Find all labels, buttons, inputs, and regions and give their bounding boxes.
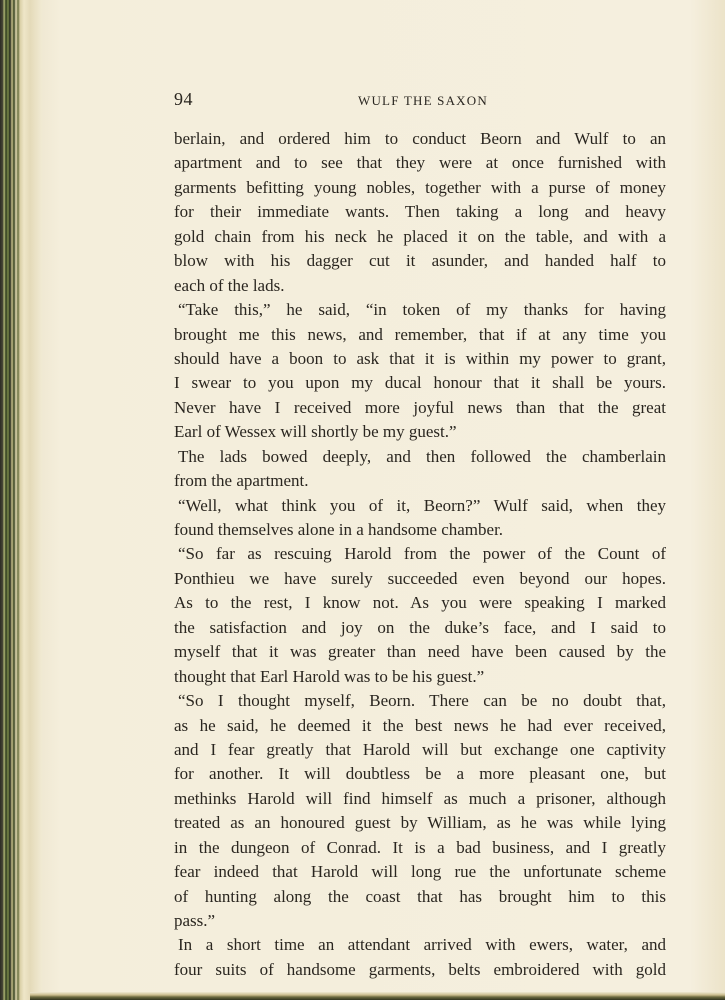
text-line: “So I thought myself, Beorn. There can be no doubt that, — [178, 691, 666, 711]
text-line: garments befitting young nobles, together with a purse of money — [174, 177, 666, 197]
text-line: treated as an honoured guest by William, as he was while lying — [174, 813, 666, 833]
body-text — [174, 127, 666, 982]
text-line: “Well, what think you of it, Beorn?” Wulf said, when they — [178, 495, 666, 515]
text-line: thought that Earl Harold was to be his guest.” — [174, 666, 485, 686]
text-line: found themselves alone in a handsome chamber. — [174, 520, 504, 539]
text-line: fear indeed that Harold will long rue the unfortunate scheme — [174, 862, 666, 882]
text-line: “Take this,” he said, “in token of my thanks for having — [178, 300, 666, 320]
text-line: pass.” — [174, 911, 216, 930]
text-line: apartment and to see that they were at once furnished with — [174, 153, 666, 173]
page-header — [174, 89, 666, 113]
text-line: from the apartment. — [174, 471, 309, 491]
text-line: gold chain from his neck he placed it on the table, and with a — [174, 226, 666, 246]
text-line: for their immediate wants. Then taking a long and heavy — [174, 202, 666, 222]
text-line: four suits of handsome garments, belts embroidered with gold — [174, 959, 666, 979]
text-line: should have a boon to ask that it is within my power to grant, — [174, 348, 666, 368]
text-line: myself that it was greater than need have been caused by the — [174, 642, 666, 662]
text-line: each of the lads. — [174, 275, 285, 295]
book-binding-edge — [0, 0, 42, 1000]
text-line: brought me this news, and remember, that if at any time you — [174, 324, 666, 344]
text-line: of hunting along the coast that has brought him to this — [174, 886, 666, 906]
text-line: in the dungeon of Conrad. It is a bad business, and I greatly — [174, 837, 666, 857]
text-line: Never have I received more joyful news than that the great — [174, 397, 666, 417]
text-line: “So far as rescuing Harold from the power of the Count of — [178, 544, 666, 564]
text-line: as he said, he deemed it the best news he had ever received, — [174, 715, 666, 735]
text-line: The lads bowed deeply, and then followed the chamberlain — [178, 446, 666, 466]
text-line: methinks Harold will find himself as much a prisoner, although — [174, 788, 666, 808]
text-line: In a short time an attendant arrived with ewers, water, and — [178, 935, 666, 955]
text-line: for another. It will doubtless be a more pleasant one, but — [174, 764, 666, 784]
text-line: As to the rest, I know not. As you were speaking I marked — [174, 593, 666, 613]
text-line: and I fear greatly that Harold will but exchange one captivity — [174, 739, 666, 759]
text-line: Ponthieu we have surely succeeded even beyond our hopes. — [174, 568, 666, 588]
page-bottom-edge — [30, 992, 725, 1000]
page-number: 94 — [174, 89, 193, 109]
text-line: blow with his dagger cut it asunder, and handed half to — [174, 251, 666, 271]
text-line: Earl of Wessex will shortly be my guest.” — [174, 422, 457, 442]
running-head: WULF THE SAXON — [358, 93, 488, 108]
text-line: berlain, and ordered him to conduct Beorn and Wulf to an — [174, 129, 666, 148]
text-line: the satisfaction and joy on the duke’s face, and I said to — [174, 617, 666, 637]
text-line: I swear to you upon my ducal honour that it shall be yours. — [174, 373, 666, 393]
